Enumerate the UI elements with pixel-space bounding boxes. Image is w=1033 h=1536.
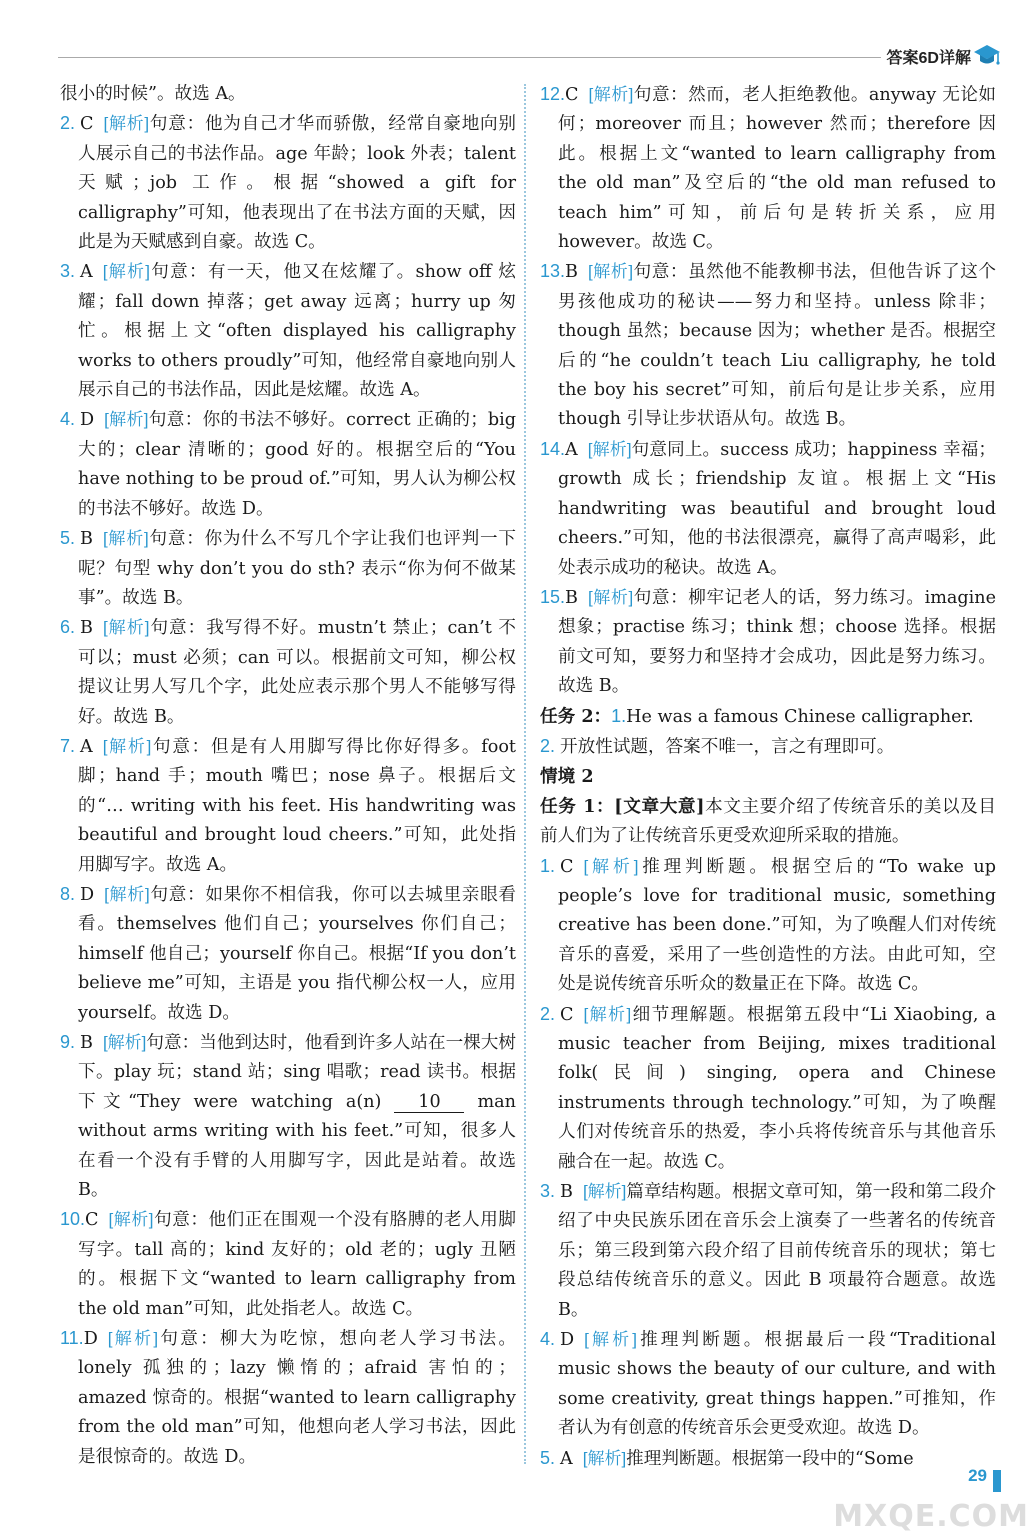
- analysis-tag: [解析]: [108, 1210, 154, 1230]
- answer-letter: D: [560, 1330, 575, 1351]
- page-number-bar: [993, 1470, 1001, 1492]
- analysis-tag: [解析]: [588, 85, 634, 104]
- task-summary: [540, 792, 996, 852]
- answer-letter: C: [560, 1004, 574, 1025]
- answer-letter: D: [80, 884, 95, 905]
- page-number-box: [951, 1464, 1001, 1494]
- analysis-tag: [解析]: [102, 529, 149, 549]
- answer-text: 开放性试题，答案不唯一，言之有理即可。: [560, 736, 895, 757]
- explanation-text: 句意：当他到达时，他看到许多人站在一棵大树下。play 玩；stand 站；sing 唱歌；read 读书。根据下文“They were watching a(n): [78, 1033, 516, 1112]
- analysis-tag: [解析]: [107, 1329, 159, 1349]
- analysis-tag: [解析]: [104, 410, 149, 430]
- analysis-tag: [解析]: [102, 736, 152, 756]
- explanation-text: 句意：如果你不相信我，你可以去城里亲眼看看。themselves 他们自己；yourselves 你们自己；himself 他自己；yourself 你自己。根据“If you don’t believe me”可知，主语是 you 指代柳公权一人，应用 yourself。故选 D。: [78, 884, 516, 1023]
- explanation-text: man without arms writing with his feet.”可知，很多人在看一个没有手臂的人用脚写字，因此是站着。故选 B。: [78, 1091, 516, 1201]
- item-number: 10.: [60, 1209, 86, 1230]
- answer-letter: C: [85, 1210, 99, 1231]
- answer-item: [540, 852, 996, 1000]
- analysis-tag: [解析]: [103, 114, 150, 134]
- left-column: [60, 80, 516, 1472]
- explanation-text: 句意：虽然他不能教柳书法，但他告诉了这个男孩他成功的秘诀——努力和坚持。unless 除非；though 虽然；because 因为；whether 是否。根据空后的“he couldn’t teach Liu calligraphy, he told the boy his secret”可知，前后句是让步关系，应用 though 引导让步状语从句。故选 B。: [558, 262, 996, 430]
- explanation-text: 篇章结构题。根据文章可知，第一段和第二段介绍了中央民族乐团在音乐会上演奏了一些著名的传统音乐；第三段到第六段介绍了目前传统音乐的现状；第七段总结传统音乐的意义。因此 B 项最符合题意。故选 B。: [558, 1182, 996, 1320]
- explanation-text: 句意：然而，老人拒绝教他。anyway 无论如何；moreover 而且；however 然而；therefore 因此。根据上文“wanted to learn calligraphy from the old man”及空后的“the old man refused to teach him”可知，前后句是转折关系，应用 however。故选 C。: [558, 85, 996, 253]
- summary-tag: [文章大意]: [614, 795, 705, 817]
- heading-text: 情境 2: [540, 766, 594, 788]
- page-header: [58, 38, 1001, 78]
- item-number: 12.: [540, 84, 566, 104]
- explanation-text: 推理判断题。根据最后一段“Traditional music shows the beauty of our culture, and with some creativity, great things happen.”可推知，作者认为有创意的传统音乐会更受欢迎。故选 D。: [558, 1330, 996, 1439]
- task-label: 任务 2：: [540, 705, 612, 727]
- item-number: 2.: [60, 113, 76, 134]
- answer-item: [60, 880, 516, 1028]
- answer-letter: B: [560, 1182, 573, 1203]
- header-rule: [58, 57, 881, 58]
- explanation-text: 句意：你的书法不够好。correct 正确的；big 大的；clear 清晰的；good 好的。根据空后的“You have nothing to be proud of.”可知，男人认为柳公权的书法不够好。故选 D。: [78, 410, 516, 519]
- explanation-text: 句意：有一天，他又在炫耀了。show off 炫耀；fall down 掉落；get away 远离；hurry up 匆忙。根据上文“often displayed his calligraphy works to others proudly”可知，他经常自豪地向别人展示自己的书法作品，因此是炫耀。故选 A。: [78, 262, 516, 401]
- item-number: 3.: [60, 261, 76, 282]
- item-number: 1.: [611, 705, 627, 726]
- answer-item: [60, 109, 516, 257]
- answer-text: He was a famous Chinese calligrapher.: [626, 706, 974, 727]
- item-number: 9.: [60, 1032, 76, 1052]
- answer-letter: B: [80, 529, 93, 550]
- answer-item: [540, 1325, 996, 1444]
- answer-item: [540, 1000, 996, 1177]
- answer-letter: B: [565, 587, 578, 608]
- explanation-text: 句意：他们正在围观一个没有胳膊的老人用脚写字。tall 高的；kind 友好的；old 老的；ugly 丑陋的。根据下文“wanted to learn calligraphy from the old man”可知，此处指老人。故选 C。: [78, 1210, 516, 1319]
- answer-item: [60, 1324, 516, 1472]
- analysis-tag: [解析]: [584, 1330, 637, 1350]
- column-divider: [524, 84, 526, 1464]
- answer-item: [540, 583, 996, 702]
- watermark-logo: MXQE.COM: [833, 1499, 1029, 1534]
- item-number: 5.: [60, 528, 76, 549]
- explanation-text: 推理判断题。根据第一段中的“Some: [626, 1448, 914, 1469]
- answer-line: [540, 732, 996, 762]
- analysis-tag: [解析]: [582, 1448, 627, 1468]
- answer-item: [60, 524, 516, 613]
- section-heading: [540, 762, 996, 791]
- answer-item: [540, 257, 996, 434]
- answer-item: [540, 435, 996, 583]
- explanation-text: 句意：柳大为吃惊，想向老人学习书法。lonely 孤独的；lazy 懒惰的；afraid 害怕的；amazed 惊奇的。根据“wanted to learn calligraphy from the old man”可知，他想向老人学习书法，因此是很惊奇的。故选 D。: [78, 1329, 516, 1467]
- item-number: 2.: [540, 1003, 556, 1024]
- analysis-tag: [解析]: [102, 262, 151, 282]
- task-line: [540, 702, 996, 732]
- answer-letter: A: [80, 736, 93, 757]
- task-label: 任务 1：: [540, 795, 615, 817]
- graduation-cap-icon: [973, 42, 1001, 68]
- answer-letter: C: [80, 114, 94, 135]
- item-number: 4.: [60, 409, 76, 430]
- answer-letter: B: [80, 618, 93, 639]
- item-number: 11.: [60, 1328, 84, 1349]
- continued-text: [60, 80, 516, 109]
- answer-letter: D: [80, 410, 95, 431]
- blank-number: 10: [394, 1092, 464, 1113]
- paragraph-text: 很小的时候”。故选 A。: [60, 84, 246, 104]
- answer-letter: A: [565, 439, 578, 460]
- analysis-tag: [解析]: [102, 1033, 147, 1052]
- analysis-tag: [解析]: [102, 618, 150, 638]
- answer-item: [540, 1444, 996, 1474]
- answer-item: [60, 405, 516, 524]
- explanation-text: 句意：我写得不好。mustn’t 禁止；can’t 不可以；must 必须；can 可以。根据前文可知，柳公权提议让男人写几个字，此处应表示那个男人不能够写得好。故选 B。: [78, 618, 516, 727]
- answer-letter: C: [565, 85, 579, 105]
- header-label: 答案6D详解: [886, 50, 971, 67]
- right-column: [540, 80, 996, 1474]
- answer-letter: A: [80, 262, 93, 283]
- item-number: 4.: [540, 1329, 556, 1350]
- answer-item: [60, 257, 516, 405]
- item-number: 3.: [540, 1181, 556, 1202]
- answer-item: [60, 732, 516, 880]
- explanation-text: 句意：柳牢记老人的话，努力练习。imagine 想象；practise 练习；think 想；choose 选择。根据前文可知，要努力和坚持才会成功，因此是努力练习。故选 B。: [558, 587, 996, 697]
- item-number: 13.: [540, 261, 566, 282]
- explanation-text: 句意：但是有人用脚写得比你好得多。foot 脚；hand 手；mouth 嘴巴；nose 鼻子。根据后文的“… writing with his feet. His handwriting was beautiful and brought loud cheers.”可知，此处指用脚写字。故选 A。: [78, 736, 516, 875]
- analysis-tag: [解析]: [582, 1182, 627, 1202]
- summary-text: 本文主要介绍了传统音乐的美以及目前人们为了让传统音乐更受欢迎所采取的措施。: [540, 796, 996, 847]
- answer-item: [60, 613, 516, 732]
- answer-letter: B: [565, 262, 578, 283]
- answer-item: [540, 1177, 996, 1325]
- item-number: 2.: [540, 735, 556, 756]
- answer-letter: A: [560, 1448, 573, 1469]
- explanation-text: 细节理解题。根据第五段中“Li Xiaobing, a music teacher from Beijing, mixes traditional folk(民间) singing, opera and Chinese instruments through technology.”可知，为了唤醒人们对传统音乐的热爱，李小兵将传统音乐与其他音乐融合在一起。故选 C。: [558, 1004, 996, 1172]
- answer-item: [60, 1028, 516, 1205]
- explanation-text: 句意同上。success 成功；happiness 幸福；growth 成长；friendship 友谊。根据上文“His handwriting was beautiful and brought loud cheers.”可知，他的书法很漂亮，赢得了高声喝彩，此处表示成功的秘诀。故选 A。: [558, 439, 997, 578]
- analysis-tag: [解析]: [587, 587, 634, 607]
- answer-letter: D: [83, 1329, 98, 1350]
- answer-letter: C: [560, 856, 574, 877]
- item-number: 7.: [60, 735, 76, 756]
- page-number: 29: [968, 1466, 987, 1485]
- explanation-text: 推理判断题。根据空后的“To wake up people’s love for traditional music, something creative has been done.”可知，为了唤醒人们对传统音乐的喜爱，采用了一些创造性的方法。由此可知，空处是说传统音乐听众的数量正在下降。故选 C。: [558, 856, 996, 995]
- explanation-text: 句意：他为自己才华而骄傲，经常自豪地向别人展示自己的书法作品。age 年龄；look 外表；talent 天赋；job 工作。根据“showed a gift for calligraphy”可知，他表现出了在书法方面的天赋，因此是为天赋感到自豪。故选 C。: [78, 114, 516, 253]
- item-number: 1.: [540, 855, 556, 876]
- item-number: 8.: [60, 883, 76, 904]
- analysis-tag: [解析]: [587, 439, 632, 459]
- item-number: 5.: [540, 1447, 556, 1468]
- answer-item: [60, 1205, 516, 1324]
- analysis-tag: [解析]: [104, 884, 150, 904]
- answer-item: [540, 80, 996, 257]
- item-number: 6.: [60, 617, 76, 638]
- explanation-text: 句意：你为什么不写几个字让我们也评判一下呢？句型 why don’t you do sth? 表示“你为何不做某事”。故选 B。: [78, 529, 516, 608]
- answer-letter: B: [80, 1033, 93, 1053]
- analysis-tag: [解析]: [583, 856, 639, 876]
- analysis-tag: [解析]: [587, 262, 634, 282]
- item-number: 14.: [540, 438, 566, 459]
- item-number: 15.: [540, 586, 566, 607]
- analysis-tag: [解析]: [583, 1004, 632, 1024]
